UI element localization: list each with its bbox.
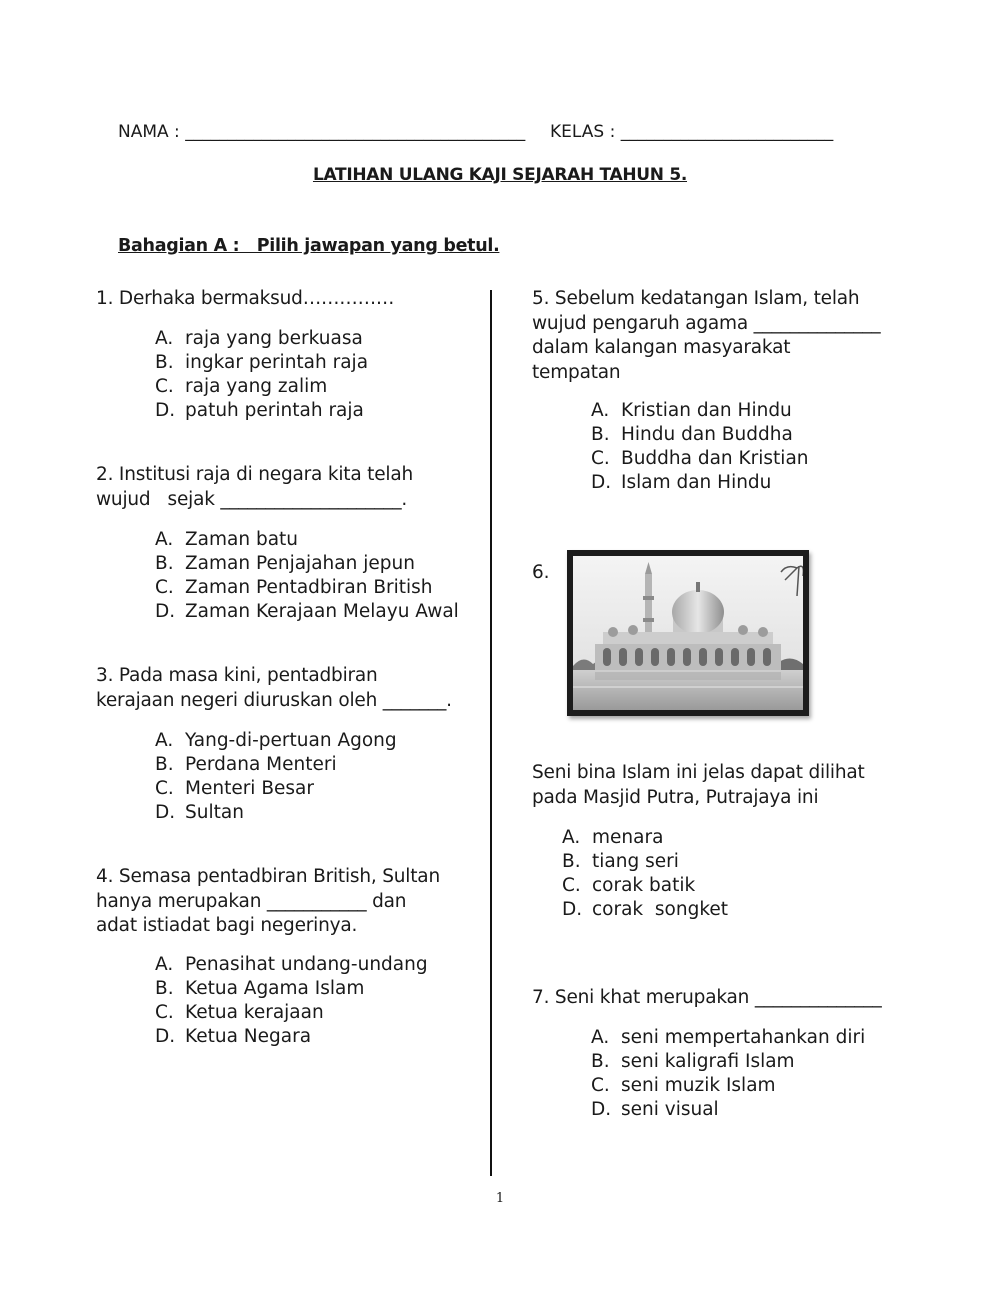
section-heading: Bahagian A : Pilih jawapan yang betul. xyxy=(118,236,500,256)
option-text: Ketua kerajaan xyxy=(185,1002,324,1023)
name-class-line xyxy=(118,122,833,142)
option-letter: B. xyxy=(155,978,174,999)
question-4-options xyxy=(155,953,428,1049)
option-text: Perdana Menteri xyxy=(185,754,337,775)
option[interactable] xyxy=(155,351,368,375)
option[interactable] xyxy=(591,1098,865,1122)
question-5-line: tempatan xyxy=(532,361,621,383)
option-text: Zaman Penjajahan jepun xyxy=(185,553,415,574)
option[interactable] xyxy=(155,977,428,1001)
option[interactable] xyxy=(155,953,428,977)
kelas-label: KELAS : xyxy=(550,122,616,142)
option-text: tiang seri xyxy=(592,851,679,872)
question-5-line: wujud pengaruh agama ______________ xyxy=(532,312,881,334)
option[interactable] xyxy=(591,1074,865,1098)
option-letter: A. xyxy=(591,400,610,421)
option-letter: D. xyxy=(155,601,176,622)
option-text: Zaman Kerajaan Melayu Awal xyxy=(185,601,459,622)
option-text: Sultan xyxy=(185,802,244,823)
option-letter: C. xyxy=(155,1002,174,1023)
option[interactable] xyxy=(591,471,809,495)
option-letter: D. xyxy=(591,1099,612,1120)
question-5-options xyxy=(591,399,809,495)
option-letter: A. xyxy=(591,1027,610,1048)
option[interactable] xyxy=(591,399,809,423)
option-text: raja yang zalim xyxy=(185,376,328,397)
question-3 xyxy=(96,664,452,713)
column-divider xyxy=(490,290,492,1176)
option-text: menara xyxy=(592,827,664,848)
question-3-line: kerajaan negeri diuruskan oleh _______. xyxy=(96,689,452,711)
option[interactable] xyxy=(591,447,809,471)
option[interactable] xyxy=(155,375,368,399)
option-letter: C. xyxy=(562,875,581,896)
option-letter: B. xyxy=(155,553,174,574)
option[interactable] xyxy=(591,1050,865,1074)
option-text: corak batik xyxy=(592,875,696,896)
option-text: Ketua Negara xyxy=(185,1026,312,1047)
option-letter: C. xyxy=(155,778,174,799)
question-6-number: 6. xyxy=(532,562,550,583)
option[interactable] xyxy=(155,327,368,351)
option-text: raja yang berkuasa xyxy=(185,328,363,349)
option[interactable] xyxy=(562,850,728,874)
question-4-line: hanya merupakan ___________ dan xyxy=(96,890,407,912)
putra-mosque-image xyxy=(573,556,803,710)
option-letter: A. xyxy=(155,954,174,975)
option[interactable] xyxy=(562,874,728,898)
option-letter: B. xyxy=(155,352,174,373)
question-7 xyxy=(532,986,882,1011)
option-letter: B. xyxy=(591,1051,610,1072)
option[interactable] xyxy=(155,600,459,624)
option-text: Zaman batu xyxy=(185,529,299,550)
option-letter: B. xyxy=(155,754,174,775)
question-3-line: 3. Pada masa kini, pentadbiran xyxy=(96,665,378,686)
option-text: Yang-di-pertuan Agong xyxy=(185,730,397,751)
question-1-text: 1. Derhaka bermaksud…………… xyxy=(96,288,395,309)
question-7-options xyxy=(591,1026,865,1122)
nama-label: NAMA : xyxy=(118,122,180,142)
option-text: patuh perintah raja xyxy=(185,400,364,421)
option[interactable] xyxy=(155,528,459,552)
option[interactable] xyxy=(155,576,459,600)
question-2 xyxy=(96,463,413,512)
option[interactable] xyxy=(155,753,397,777)
option-letter: D. xyxy=(155,802,176,823)
option[interactable] xyxy=(155,1025,428,1049)
option-text: Zaman Pentadbiran British xyxy=(185,577,433,598)
option-letter: A. xyxy=(155,328,174,349)
question-2-options xyxy=(155,528,459,624)
option[interactable] xyxy=(155,1001,428,1025)
option-text: ingkar perintah raja xyxy=(185,352,369,373)
option-text: Menteri Besar xyxy=(185,778,314,799)
option-letter: C. xyxy=(591,1075,610,1096)
option-letter: D. xyxy=(591,472,612,493)
option[interactable] xyxy=(155,777,397,801)
question-4 xyxy=(96,865,440,939)
question-2-line: wujud sejak ____________________. xyxy=(96,488,408,510)
question-1 xyxy=(96,287,394,312)
option[interactable] xyxy=(155,729,397,753)
option-letter: D. xyxy=(155,400,176,421)
option-letter: D. xyxy=(155,1026,176,1047)
option-text: seni mempertahankan diri xyxy=(621,1027,866,1048)
option-text: Ketua Agama Islam xyxy=(185,978,365,999)
option-text: Islam dan Hindu xyxy=(621,472,772,493)
mosque-photo xyxy=(567,550,809,716)
question-3-options xyxy=(155,729,397,825)
question-7-text: 7. Seni khat merupakan ______________ xyxy=(532,987,882,1008)
option-text: seni muzik Islam xyxy=(621,1075,776,1096)
option-letter: C. xyxy=(155,376,174,397)
option-letter: C. xyxy=(155,577,174,598)
option[interactable] xyxy=(591,423,809,447)
option[interactable] xyxy=(591,1026,865,1050)
page-title: LATIHAN ULANG KAJI SEJARAH TAHUN 5. xyxy=(312,165,688,185)
option-text: seni visual xyxy=(621,1099,719,1120)
question-6-options xyxy=(562,826,728,922)
question-6-line: pada Masjid Putra, Putrajaya ini xyxy=(532,786,819,808)
option-letter: D. xyxy=(562,899,583,920)
option-text: Kristian dan Hindu xyxy=(621,400,792,421)
question-6 xyxy=(532,761,865,810)
option-letter: B. xyxy=(562,851,581,872)
option-text: Buddha dan Kristian xyxy=(621,448,809,469)
question-5-line: 5. Sebelum kedatangan Islam, telah xyxy=(532,288,860,309)
kelas-blank[interactable]: _________________________ xyxy=(620,122,834,142)
question-4-line: 4. Semasa pentadbiran British, Sultan xyxy=(96,866,440,887)
question-5-line: dalam kalangan masyarakat xyxy=(532,337,791,358)
option-text: seni kaligrafi Islam xyxy=(621,1051,795,1072)
option[interactable] xyxy=(155,552,459,576)
option-letter: A. xyxy=(155,730,174,751)
page-number: 1 xyxy=(495,1191,505,1206)
option[interactable] xyxy=(562,826,728,850)
option[interactable] xyxy=(155,801,397,825)
option[interactable] xyxy=(155,399,368,423)
option[interactable] xyxy=(562,898,728,922)
option-text: Penasihat undang-undang xyxy=(185,954,428,975)
nama-blank[interactable]: ________________________________________ xyxy=(185,122,526,142)
question-1-options xyxy=(155,327,368,423)
question-5 xyxy=(532,287,880,385)
option-text: corak songket xyxy=(592,899,729,920)
question-6-line: Seni bina Islam ini jelas dapat dilihat xyxy=(532,762,865,783)
option-letter: A. xyxy=(155,529,174,550)
option-letter: C. xyxy=(591,448,610,469)
question-4-line: adat istiadat bagi negerinya. xyxy=(96,915,358,936)
question-2-line: 2. Institusi raja di negara kita telah xyxy=(96,464,414,485)
option-letter: B. xyxy=(591,424,610,445)
option-text: Hindu dan Buddha xyxy=(621,424,793,445)
option-letter: A. xyxy=(562,827,581,848)
